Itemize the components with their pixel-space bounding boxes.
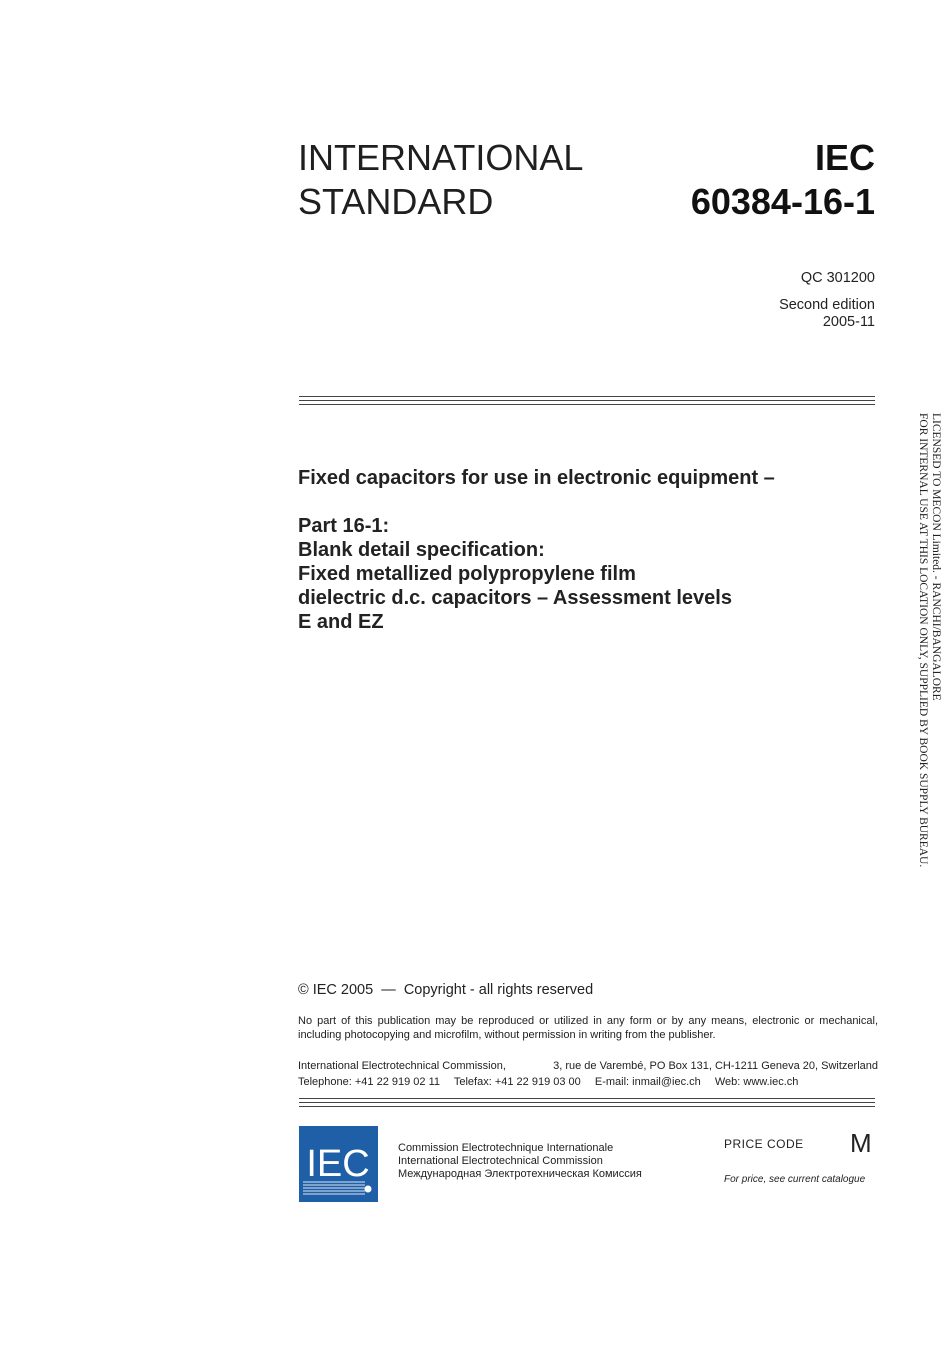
commission-russian: Международная Электротехническая Комиссия [398,1168,642,1180]
qc-number: QC 301200 [800,270,875,286]
street-address: 3, rue de Varembé, PO Box 131, CH-1211 Geneva 20, Switzerland [553,1060,878,1072]
logo-text: IEC [306,1143,370,1185]
price-code-label: PRICE CODE [724,1137,804,1151]
copyright-holder: IEC 2005 [312,982,374,998]
web-link[interactable]: Web: www.iec.ch [714,1076,799,1088]
telephone: Telephone: +41 22 919 02 11 [298,1076,441,1088]
part-title [298,514,858,634]
standard-type-title [298,136,583,224]
commission-french: Commission Electrotechnique Internationale [398,1142,614,1154]
standard-prefix: IEC [814,137,875,178]
commission-names [398,1142,642,1181]
telefax: Telefax: +41 22 919 03 00 [453,1076,581,1088]
part-line: dielectric d.c. capacitors – Assessment levels [298,587,732,609]
edition-info [779,297,875,331]
part-line: Fixed metallized polypropylene film [298,563,636,585]
license-line-1: LICENSED TO MECON Limited. - RANCHI/BANGALORE [930,413,942,701]
org-name: International Electrotechnical Commission, [298,1060,506,1072]
edition: Second edition [779,297,875,313]
document-title: Fixed capacitors for use in electronic equipment – [298,467,775,489]
part-line: Part 16-1: [298,515,390,537]
top-divider [299,396,875,405]
standard-code: 60384-16-1 [690,181,875,222]
reproduction-notice: No part of this publication may be reproduced or utilized in any form or by any means, electronic or mechanical, including photocopying and microfilm, without permission in writing from the publisher. [298,1015,878,1041]
part-line: Blank detail specification: [298,539,545,561]
rights-reserved: Copyright - all rights reserved [403,982,594,998]
iec-logo-mark [299,1126,378,1202]
iec-logo [299,1126,378,1202]
license-watermark [908,413,942,933]
price-note: For price, see current catalogue [724,1174,866,1185]
part-line: E and EZ [298,611,384,633]
standard-number [691,136,875,224]
commission-english: International Electrotechnical Commission [398,1155,603,1167]
email-link[interactable]: E-mail: inmail@iec.ch [594,1076,701,1088]
contact-address [298,1058,878,1090]
license-line-2: FOR INTERNAL USE AT THIS LOCATION ONLY, SUPPLIED BY BOOK SUPPLY BUREAU. [917,413,929,868]
copyright-line [298,982,593,998]
bottom-divider [299,1098,875,1107]
copyright-symbol: © [298,982,309,998]
price-code-value: M [850,1128,872,1158]
edition-date: 2005-11 [822,314,875,330]
title-line-2: STANDARD [298,181,494,222]
copyright-dash: — [381,982,396,998]
title-line-1: INTERNATIONAL [298,137,584,178]
